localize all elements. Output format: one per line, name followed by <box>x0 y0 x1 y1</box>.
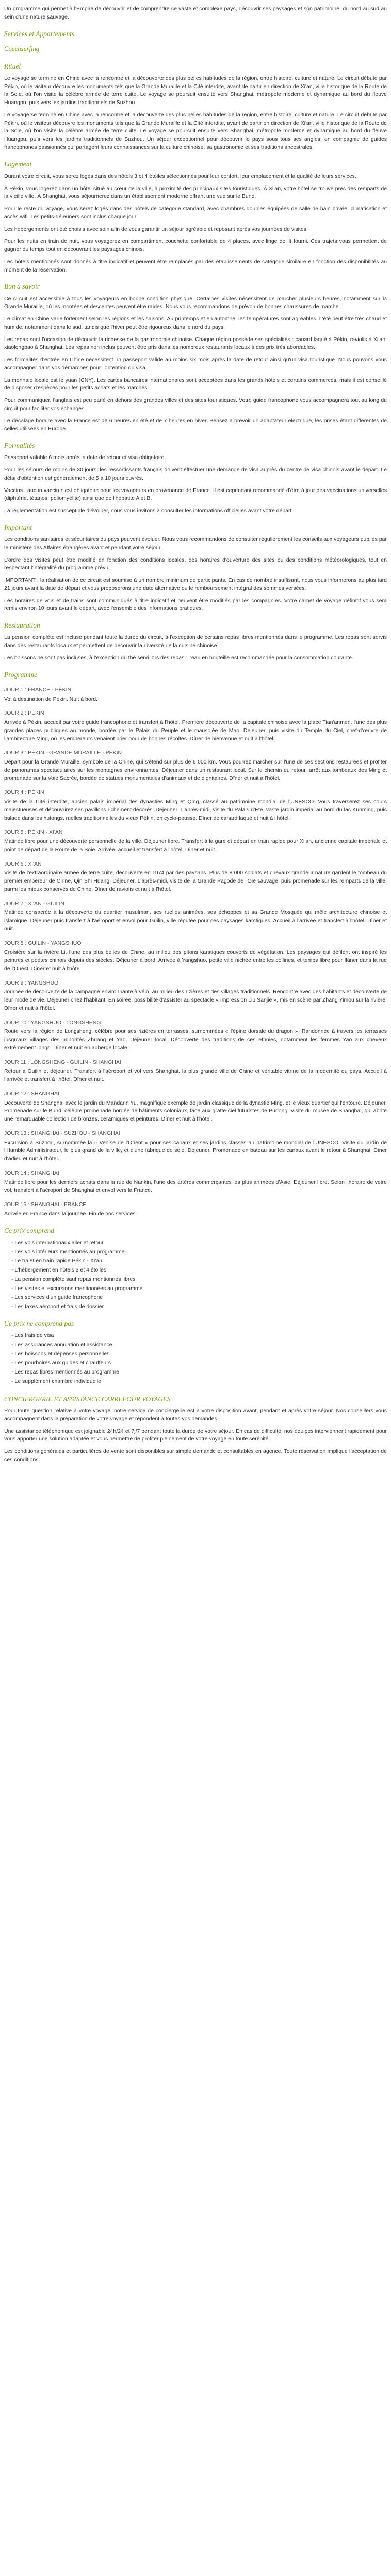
day-heading: JOUR 5 : PÉKIN - XI'AN <box>4 829 63 836</box>
day-heading: JOUR 4 : PÉKIN <box>4 789 44 796</box>
day-heading: JOUR 9 : YANGSHUO <box>4 979 59 986</box>
day-item <box>4 1201 387 1218</box>
day-description: Journée de découverte de la campagne environnante à vélo, au milieu des rizières et des villages traditionnels. Rencontre avec des habitants et découverte de leur mode de vie. Déjeuner chez l'habitant. En soirée, possibilité d'assister au spectacle « Impression Liu Sanjie », mis en scène par Zhang Yimou sur la rivière. Dîner et nuit à l'hôtel. <box>4 989 387 1011</box>
day-heading: JOUR 15 : SHANGHAI - FRANCE <box>4 1201 87 1208</box>
restauration-section <box>4 634 387 662</box>
day-description: Route vers la région de Longsheng, célèbre pour ses rizières en terrasses, surnommées « l'épine dorsale du dragon ». Randonnée à travers les terrasses jusqu'aux villages des minorités Zhuang et Yao. Déjeuner local. Découverte des traditions de ces ethnies, notamment les femmes Yao aux cheveux extrêmement longs. Dîner et nuit en auberge locale. <box>4 1028 387 1051</box>
includes-item: - La pension complète sauf repas mentionnés libres <box>11 1276 387 1284</box>
restauration-title: Restauration <box>4 621 40 629</box>
day-description: Départ pour la Grande Muraille, symbole de la Chine, qui s'étend sur plus de 6 000 km. Vous pourrez marcher sur l'une de ses sections restaurées et profiter de panoramas spectaculaires sur les montagnes environnantes. Déjeuner dans un restaurant local. Sur le chemin du retour, arrêt aux tombeaux des Ming et promenade sur la Voie Sacrée, bordée de statues monumentales d'animaux et de dignitaires. Dîner et nuit à l'hôtel. <box>4 759 387 782</box>
services-title: Services et Appartements <box>4 29 75 38</box>
logement-paragraph: Durant votre circuit, vous serez logés dans des hôtels 3 et 4 étoiles sélectionnés pour leur confort, leur emplacement et la qualité de leurs services. <box>4 173 356 179</box>
day-description: Matinée libre pour une découverte personnelle de la ville. Déjeuner libre. Transfert à la gare et départ en train rapide pour Xi'an, ancienne capitale impériale et point de départ de la Route de la Soie. Arrivée, accueil et transfert à l'hôtel. Dîner et nuit. <box>4 838 387 853</box>
day-description: Arrivée en France dans la journée. Fin de nos services. <box>4 1210 137 1217</box>
day-heading: JOUR 11 : LONGSHENG - GUILIN - SHANGHAI <box>4 1059 121 1065</box>
day-description: Retour à Guilin et déjeuner. Transfert à l'aéroport et vol vers Shanghai, la plus grande ville de Chine et véritable vitrine de la modernité du pays. Accueil à l'arrivée et transfert à l'hôtel. Dîner et nuit. <box>4 1068 387 1082</box>
includes-item: - L'hébergement en hôtels 3 et 4 étoiles <box>11 1266 387 1275</box>
day-item <box>4 749 387 783</box>
ritual-section <box>4 75 387 152</box>
restauration-paragraph: Les boissons ne sont pas incluses, à l'exception du thé servi lors des repas. L'eau en bouteille est recommandée pour la consommation courante. <box>4 654 353 661</box>
includes-item: - Les visites et excursions mentionnées au programme <box>11 1285 387 1293</box>
day-description: Matinée consacrée à la découverte du quartier musulman, ses ruelles animées, ses échoppes et sa Grande Mosquée qui mêle architecture chinoise et islamique. Déjeuner puis transfert à l'aéroport et envol pour Guilin, ville réputée pour ses paysages karstiques. Accueil à l'arrivée et transfert à l'hôtel. Dîner et nuit. <box>4 909 387 932</box>
day-item <box>4 1059 387 1084</box>
logement-paragraph: Pour le reste du voyage, vous serez logés dans des hôtels de catégorie standard, avec chambres doubles équipées de salle de bain privée, climatisation et accès wifi. Les petits-déjeuners sont inclus chaque jour. <box>4 206 387 220</box>
day-description: Excursion à Suzhou, surnommée la « Venise de l'Orient » pour ses canaux et ses jardins classés au patrimoine mondial de l'UNESCO. Visite du jardin de l'Humble Administrateur, le plus grand de la ville, et d'une fabrique de soie. Déjeuner. Promenade en bateau sur les canaux avant le retour à Shanghai. Dîner d'adieu et nuit à l'hôtel. <box>4 1139 387 1162</box>
couchsurfing-title: Couchsurfing <box>4 45 40 53</box>
day-heading: JOUR 1 : FRANCE - PÉKIN <box>4 686 72 693</box>
excludes-item: - Les repas libres mentionnés au programme <box>11 1368 387 1377</box>
ritual-paragraph: Le voyage se termine en Chine avec la rencontre et la découverte des plus belles habitudes de la région, entre histoire, culture et nature. Le circuit débute par Pékin, où le visiteur découvre les monuments tels que la Grande Muraille et la Cité interdite, avant de partir en direction de Xi'an, ville historique de la Route de la Soie, où l'on visite la célèbre armée de terre cuite. Le voyage se poursuit ensuite vers Shanghai, métropole moderne et dynamique au bord du fleuve Huangpu, puis vers les jardins traditionnels de Suzhou. Un séjour exceptionnel pour découvrir le pays sous tous ses angles, en compagnie de guides francophones passionnés qui partagent leurs connaissances sur la culture chinoise, sa gastronomie et ses traditions ancestrales. <box>4 111 387 150</box>
important-paragraph: Les horaires de vols et de trains sont communiqués à titre indicatif et peuvent être modifiés par les compagnies. Votre carnet de voyage définitif vous sera remis environ 10 jours avant le départ, avec l'ensemble des informations pratiques. <box>4 597 387 612</box>
day-heading: JOUR 14 : SHANGHAI <box>4 1170 59 1176</box>
restauration-paragraph: La pension complète est incluse pendant toute la durée du circuit, à l'exception de certains repas libres mentionnés dans le programme. Les repas sont servis dans des restaurants locaux et permettent de découvrir la diversité de la cuisine chinoise. <box>4 634 387 649</box>
logement-paragraph: Les hébergements ont été choisis avec soin afin de vous garantir un séjour agréable et reposant après vos journées de visites. <box>4 226 308 232</box>
logement-title: Logement <box>4 160 32 168</box>
bon-paragraph: Le climat en Chine varie fortement selon les régions et les saisons. Au printemps et en automne, les températures sont agréables. L'été peut être très chaud et humide, notamment dans le sud, tandis que l'hiver peut être rigoureux dans le nord du pays. <box>4 316 387 330</box>
day-heading: JOUR 8 : GUILIN - YANGSHUO <box>4 940 82 946</box>
important-paragraph: IMPORTANT : la réalisation de ce circuit est soumise à un nombre minimum de participants. En cas de nombre insuffisant, nous vous informerons au plus tard 21 jours avant la date de départ et vous proposerons une date alternative ou le remboursement intégral des sommes versées. <box>4 577 387 591</box>
formalites-paragraph: Passeport valable 6 mois après la date de retour et visa obligatoire. <box>4 454 166 461</box>
formalites-section <box>4 454 387 515</box>
formalites-paragraph: Pour les séjours de moins de 30 jours, les ressortissants français doivent effectuer une demande de visa auprès du centre de visa chinois avant le départ. Le délai d'obtention est généralement de 5 à 10 jours ouvrés. <box>4 467 387 481</box>
day-heading: JOUR 13 : SHANGHAI - SUZHOU - SHANGHAI <box>4 1130 120 1137</box>
formalites-paragraph: Vaccins : aucun vaccin n'est obligatoire pour les voyageurs en provenance de France. Il est cependant recommandé d'être à jour des vaccinations universelles (diphtérie, tétanos, poliomyélite) ainsi que de l'hépatite A et B. <box>4 487 387 502</box>
day-item <box>4 1130 387 1163</box>
conditions-paragraph: Les conditions générales et particulières de vente sont disponibles sur simple demande et consultables en agence. Toute réservation implique l'acceptation de ces conditions. <box>4 1448 387 1463</box>
logement-paragraph: À Pékin, vous logerez dans un hôtel situé au cœur de la ville, à proximité des principaux sites touristiques. À Xi'an, votre hôtel se trouve près des remparts de la vieille ville. À Shanghai, vous séjournerez dans un établissement moderne offrant une vue sur le Bund. <box>4 185 387 200</box>
important-section <box>4 536 387 613</box>
day-heading: JOUR 3 : PÉKIN - GRANDE MURAILLE - PÉKIN <box>4 750 122 756</box>
day-item <box>4 789 387 822</box>
includes-list <box>4 1239 387 1311</box>
day-description: Visite de l'extraordinaire armée de terre cuite, découverte en 1974 par des paysans. Plus de 8 000 soldats et chevaux grandeur nature gardent le tombeau du premier empereur de Chine, Qin Shi Huang. Déjeuner. L'après-midi, visite de la Grande Pagode de l'Oie sauvage, puis promenade sur les remparts de la ville, parmi les mieux conservés de Chine. Dîner de raviolis et nuit à l'hôtel. <box>4 870 387 892</box>
day-description: Matinée libre pour les derniers achats dans la rue de Nankin, l'une des artères commerçantes les plus animées d'Asie. Déjeuner libre. Selon l'horaire de votre vol, transfert à l'aéroport de Shanghai et envol vers la France. <box>4 1179 387 1194</box>
excludes-title: Ce prix ne comprend pas <box>4 1319 74 1327</box>
excludes-item: - Les pourboires aux guides et chauffeurs <box>11 1359 387 1367</box>
bon-section <box>4 295 387 434</box>
day-item <box>4 709 387 743</box>
logement-paragraph: Pour les nuits en train de nuit, vous voyagerez en compartiment couchette confortable de 4 places, avec linge de lit fourni. Ces trajets vous permettent de gagner du temps tout en découvrant les paysages chinois. <box>4 238 387 252</box>
day-item <box>4 940 387 973</box>
includes-item: - Les vols intérieurs mentionnés au programme <box>11 1248 387 1257</box>
excludes-item: - Les assurances annulation et assistance <box>11 1341 387 1349</box>
includes-item: - Le trajet en train rapide Pékin - Xi'an <box>11 1257 387 1265</box>
conditions-title: CONCIERGERIE ET ASSISTANCE CARREFOUR VOYAGES <box>4 1395 171 1403</box>
bon-paragraph: La monnaie locale est le yuan (CNY). Les cartes bancaires internationales sont acceptées dans les grands hôtels et certains commerces, mais il est conseillé de disposer d'espèces pour les petits achats et les marchés. <box>4 377 387 392</box>
conditions-section <box>4 1407 387 1464</box>
formalites-title: Formalités <box>4 442 35 449</box>
ritual-title: Rituel <box>4 62 21 70</box>
ritual-paragraph: Le voyage se termine en Chine avec la rencontre et la découverte des plus belles habitudes de la région, entre histoire, culture et nature. Le circuit débute par Pékin, où le visiteur découvre les monuments tels que la Grande Muraille et la Cité interdite, avant de partir en direction de Xi'an, ville historique de la Route de la Soie, où l'on visite la célèbre armée de terre cuite. Le voyage se poursuit ensuite vers Shanghai, métropole moderne et dynamique au bord du fleuve Huangpu, puis vers les jardins traditionnels de Suzhou. <box>4 75 387 106</box>
programme-title: Programme <box>4 670 37 679</box>
day-description: Découverte de Shanghai avec le jardin du Mandarin Yu, magnifique exemple de jardin classique de la dynastie Ming, et le vieux quartier qui l'entoure. Déjeuner. Promenade sur le Bund, célèbre promenade bordée de bâtiments coloniaux, face aux gratte-ciel futuristes de Pudong. Visite du musée de Shanghai, qui abrite une remarquable collection de bronzes, céramiques et peintures. Dîner et nuit à l'hôtel. <box>4 1099 387 1122</box>
excludes-item: - Le supplément chambre individuelle <box>11 1378 387 1386</box>
logement-section <box>4 173 387 275</box>
bon-paragraph: Pour communiquer, l'anglais est peu parlé en dehors des grandes villes et des sites touristiques. Votre guide francophone vous accompagnera tout au long du circuit pour faciliter vos échanges. <box>4 397 387 412</box>
day-description: Vol à destination de Pékin. Nuit à bord. <box>4 696 97 702</box>
day-heading: JOUR 2 : PÉKIN <box>4 710 44 717</box>
includes-title: Ce prix comprend <box>4 1226 54 1234</box>
logement-paragraph: Les hôtels mentionnés sont donnés à titre indicatif et peuvent être remplacés par des établissements de catégorie similaire en fonction des disponibilités au moment de la réservation. <box>4 258 387 273</box>
day-heading: JOUR 10 : YANGSHUO - LONGSHENG <box>4 1019 101 1026</box>
day-heading: JOUR 6 : XI'AN <box>4 860 42 867</box>
day-heading: JOUR 12 : SHANGHAI <box>4 1090 59 1097</box>
day-item <box>4 686 387 704</box>
includes-item: - Les taxes aéroport et frais de dossier <box>11 1303 387 1311</box>
bon-paragraph: Le décalage horaire avec la France est de 6 heures en été et de 7 heures en hiver. Pensez à prévoir un adaptateur électrique, les prises étant différentes de celles utilisées en Europe. <box>4 417 387 432</box>
day-description: Croisière sur la rivière Li, l'une des plus belles de Chine, au milieu des pitons karstiques couverts de végétation. Les paysages qui défilent ont inspiré les peintres et poètes chinois depuis des siècles. Déjeuner à bord. Arrivée à Yangshuo, petite ville nichée entre les collines, et temps libre pour flâner dans la rue de l'Ouest. Dîner et nuit à l'hôtel. <box>4 949 387 972</box>
bon-paragraph: Les repas sont l'occasion de découvrir la richesse de la gastronomie chinoise. Chaque région possède ses spécialités : canard laqué à Pékin, raviolis à Xi'an, xiaolongbao à Shanghai. Les repas non inclus peuvent être pris dans les nombreux restaurants locaux à des prix très abordables. <box>4 336 387 351</box>
important-paragraph: L'ordre des visites peut être modifié en fonction des conditions locales, des horaires d'ouverture des sites ou des conditions météorologiques, tout en respectant l'intégralité du programme prévu. <box>4 556 387 571</box>
day-item <box>4 1019 387 1053</box>
bon-paragraph: Ce circuit est accessible à tous les voyageurs en bonne condition physique. Certaines visites nécessitent de marcher plusieurs heures, notamment sur la Grande Muraille, où les montées et descentes peuvent être raides. Nous vous recommandons de prévoir de bonnes chaussures de marche. <box>4 295 387 310</box>
important-paragraph: Les conditions sanitaires et sécuritaires du pays peuvent évoluer. Nous vous recommandons de consulter régulièrement les conseils aux voyageurs publiés par le ministère des Affaires étrangères avant et pendant votre séjour. <box>4 536 387 551</box>
conditions-paragraph: Une assistance téléphonique est joignable 24h/24 et 7j/7 pendant toute la durée de votre séjour. En cas de difficulté, nos équipes interviennent rapidement pour vous apporter une solution adaptée et vous permettre de profiter pleinement de votre voyage en toute sérénité. <box>4 1428 387 1443</box>
day-item <box>4 828 387 854</box>
formalites-paragraph: La réglementation est susceptible d'évoluer, nous vous invitons à consulter les informations officielles avant votre départ. <box>4 507 294 514</box>
important-title: Important <box>4 523 32 531</box>
bon-paragraph: Les formalités d'entrée en Chine nécessitent un passeport valide au moins six mois après la date de retour ainsi qu'un visa touristique. Nous pouvons vous accompagner dans vos démarches pour l'obtention du visa. <box>4 357 387 371</box>
bon-title: Bon à savoir <box>4 282 40 291</box>
day-item <box>4 1090 387 1124</box>
includes-item: - Les services d'un guide francophone <box>11 1294 387 1302</box>
excludes-list <box>4 1332 387 1386</box>
excludes-item: - Les boissons et dépenses personnelles <box>11 1350 387 1359</box>
day-item <box>4 979 387 1013</box>
day-heading: JOUR 7 : XI'AN - GUILIN <box>4 900 64 907</box>
conditions-paragraph: Pour toute question relative à votre voyage, notre service de conciergerie est à votre disposition avant, pendant et après votre séjour. Nos conseillers vous accompagnent dans la préparation de votre voyage et répondent à toutes vos demandes. <box>4 1408 387 1422</box>
intro-text: Un programme qui permet à l'Empire de découvrir et de comprendre ce vaste et complexe pays, découvrir ses paysages et son patrimoine, du nord au sud au sein d'une nature sauvage. <box>4 6 387 20</box>
day-item <box>4 1170 387 1195</box>
programme-section <box>4 686 387 1218</box>
day-item <box>4 860 387 894</box>
day-description: Visite de la Cité interdite, ancien palais impérial des dynasties Ming et Qing, classé au patrimoine mondial de l'UNESCO. Vous traverserez ses cours majestueuses et découvrirez ses pavillons richement décorés. Déjeuner. L'après-midi, visite du Palais d'Été, vaste jardin impérial au bord du lac Kunming, puis balade dans les hutongs, ruelles traditionnelles du vieux Pékin, en cyclo-pousse. Dîner de canard laqué et nuit à l'hôtel. <box>4 799 387 821</box>
includes-item: - Les vols internationaux aller et retour <box>11 1239 387 1247</box>
day-description: Arrivée à Pékin, accueil par votre guide francophone et transfert à l'hôtel. Première découverte de la capitale chinoise avec la place Tian'anmen, l'une des plus grandes places publiques au monde, bordée par le Palais du Peuple et le mausolée de Mao. Déjeuner, puis visite du Temple du Ciel, chef-d'œuvre de l'architecture Ming, où les empereurs venaient prier pour de bonnes récoltes. Dîner de bienvenue et nuit à l'hôtel. <box>4 719 387 742</box>
day-item <box>4 900 387 934</box>
excludes-item: - Les frais de visa <box>11 1332 387 1340</box>
